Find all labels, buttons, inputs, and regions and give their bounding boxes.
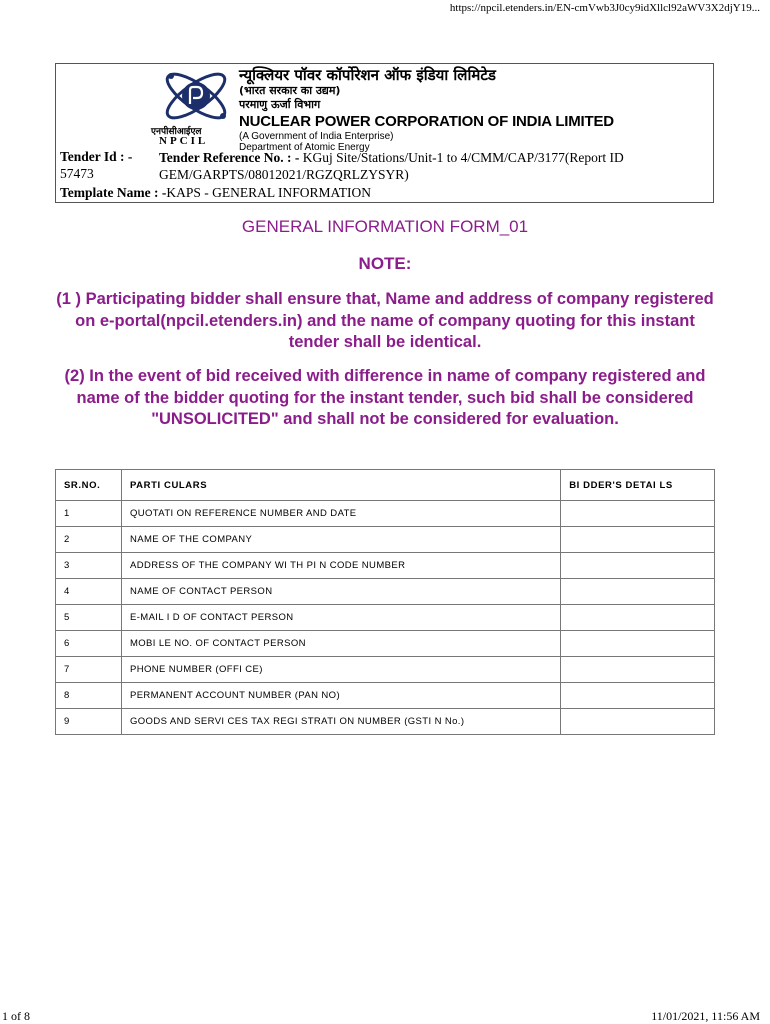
cell-details[interactable] xyxy=(561,631,715,657)
cell-particular: E-MAIL I D OF CONTACT PERSON xyxy=(121,605,560,631)
tender-id-value: 57473 xyxy=(60,166,94,181)
cell-particular: ADDRESS OF THE COMPANY WI TH PI N CODE NUMBER xyxy=(121,553,560,579)
table-row xyxy=(56,553,715,579)
cell-sr: 5 xyxy=(56,605,122,631)
page-number: 1 of 8 xyxy=(2,1009,30,1023)
npcil-english-label: NPCIL xyxy=(159,135,209,147)
note-2: (2) In the event of bid received with difference in name of company registered and name of the bidder quoting for the instant tender, such bid shall be considered "UNSOLICITED" and shall not be considered for evaluation. xyxy=(64,367,706,428)
table-row xyxy=(56,657,715,683)
cell-details[interactable] xyxy=(561,579,715,605)
cell-particular: QUOTATI ON REFERENCE NUMBER AND DATE xyxy=(121,501,560,527)
cell-sr: 8 xyxy=(56,683,122,709)
table-row xyxy=(56,579,715,605)
cell-sr: 6 xyxy=(56,631,122,657)
table-row xyxy=(56,501,715,527)
cell-sr: 4 xyxy=(56,579,122,605)
table-row xyxy=(56,683,715,709)
npcil-hindi-label: एनपीसीआईएल xyxy=(151,127,202,137)
col-header-particulars: PARTI CULARS xyxy=(121,470,560,501)
tender-ref-label: Tender Reference No. : - xyxy=(159,150,300,165)
cell-details[interactable] xyxy=(561,501,715,527)
cell-particular: NAME OF CONTACT PERSON xyxy=(121,579,560,605)
template-value: KAPS - GENERAL INFORMATION xyxy=(166,185,371,200)
cell-sr: 2 xyxy=(56,527,122,553)
col-header-srno: SR.NO. xyxy=(56,470,122,501)
org-dept-hindi: परमाणु ऊर्जा विभाग xyxy=(239,98,321,111)
bidder-info-table xyxy=(55,469,715,735)
cell-sr: 1 xyxy=(56,501,122,527)
cell-particular: GOODS AND SERVI CES TAX REGI STRATI ON NUMBER (GSTI N No.) xyxy=(121,709,560,735)
cell-details[interactable] xyxy=(561,527,715,553)
tender-ref-value: KGuj Site/Stations/Unit-1 to 4/CMM/CAP/3177(Report ID GEM/GARPTS/08012021/RGZQRLZYSYR) xyxy=(159,150,624,182)
org-name-english: NUCLEAR POWER CORPORATION OF INDIA LIMITED xyxy=(239,113,614,130)
org-dept-english: Department of Atomic Energy xyxy=(239,142,370,153)
table-row xyxy=(56,709,715,735)
col-header-bidder-details: BI DDER'S DETAI LS xyxy=(561,470,715,501)
cell-sr: 3 xyxy=(56,553,122,579)
note-heading: NOTE: xyxy=(358,254,412,273)
cell-particular: PERMANENT ACCOUNT NUMBER (PAN NO) xyxy=(121,683,560,709)
table-row xyxy=(56,605,715,631)
cell-sr: 9 xyxy=(56,709,122,735)
cell-details[interactable] xyxy=(561,683,715,709)
tender-header-box xyxy=(55,63,714,203)
cell-sr: 7 xyxy=(56,657,122,683)
print-datetime: 11/01/2021, 11:56 AM xyxy=(651,1009,760,1023)
cell-details[interactable] xyxy=(561,709,715,735)
tender-id-label: Tender Id : - xyxy=(60,149,133,164)
cell-particular: NAME OF THE COMPANY xyxy=(121,527,560,553)
table-row xyxy=(56,527,715,553)
cell-details[interactable] xyxy=(561,605,715,631)
cell-particular: PHONE NUMBER (OFFI CE) xyxy=(121,657,560,683)
organization-block xyxy=(239,67,614,153)
cell-particular: MOBI LE NO. OF CONTACT PERSON xyxy=(121,631,560,657)
template-name xyxy=(60,185,371,201)
org-name-hindi: न्यूक्लियर पॉवर कॉर्पोरेशन ऑफ इंडिया लिमिटेड xyxy=(239,66,496,84)
table-header-row xyxy=(56,470,715,501)
cell-details[interactable] xyxy=(561,657,715,683)
tender-reference xyxy=(159,149,709,183)
cell-details[interactable] xyxy=(561,553,715,579)
form-title: GENERAL INFORMATION FORM_01 xyxy=(241,217,529,236)
org-govt-english: (A Government of India Enterprise) xyxy=(239,131,394,142)
note-1: (1 ) Participating bidder shall ensure that, Name and address of company registered on e-portal(npcil.etenders.in) and the name of company quoting for this instant tender shall be identical. xyxy=(56,290,714,351)
page-url: https://npcil.etenders.in/EN-cmVwb3J0cy9idXllcl92aWV3X2djY19... xyxy=(449,2,760,14)
org-govt-hindi: (भारत सरकार का उद्यम) xyxy=(239,84,341,97)
table-row xyxy=(56,631,715,657)
template-label: Template Name : - xyxy=(60,185,167,200)
